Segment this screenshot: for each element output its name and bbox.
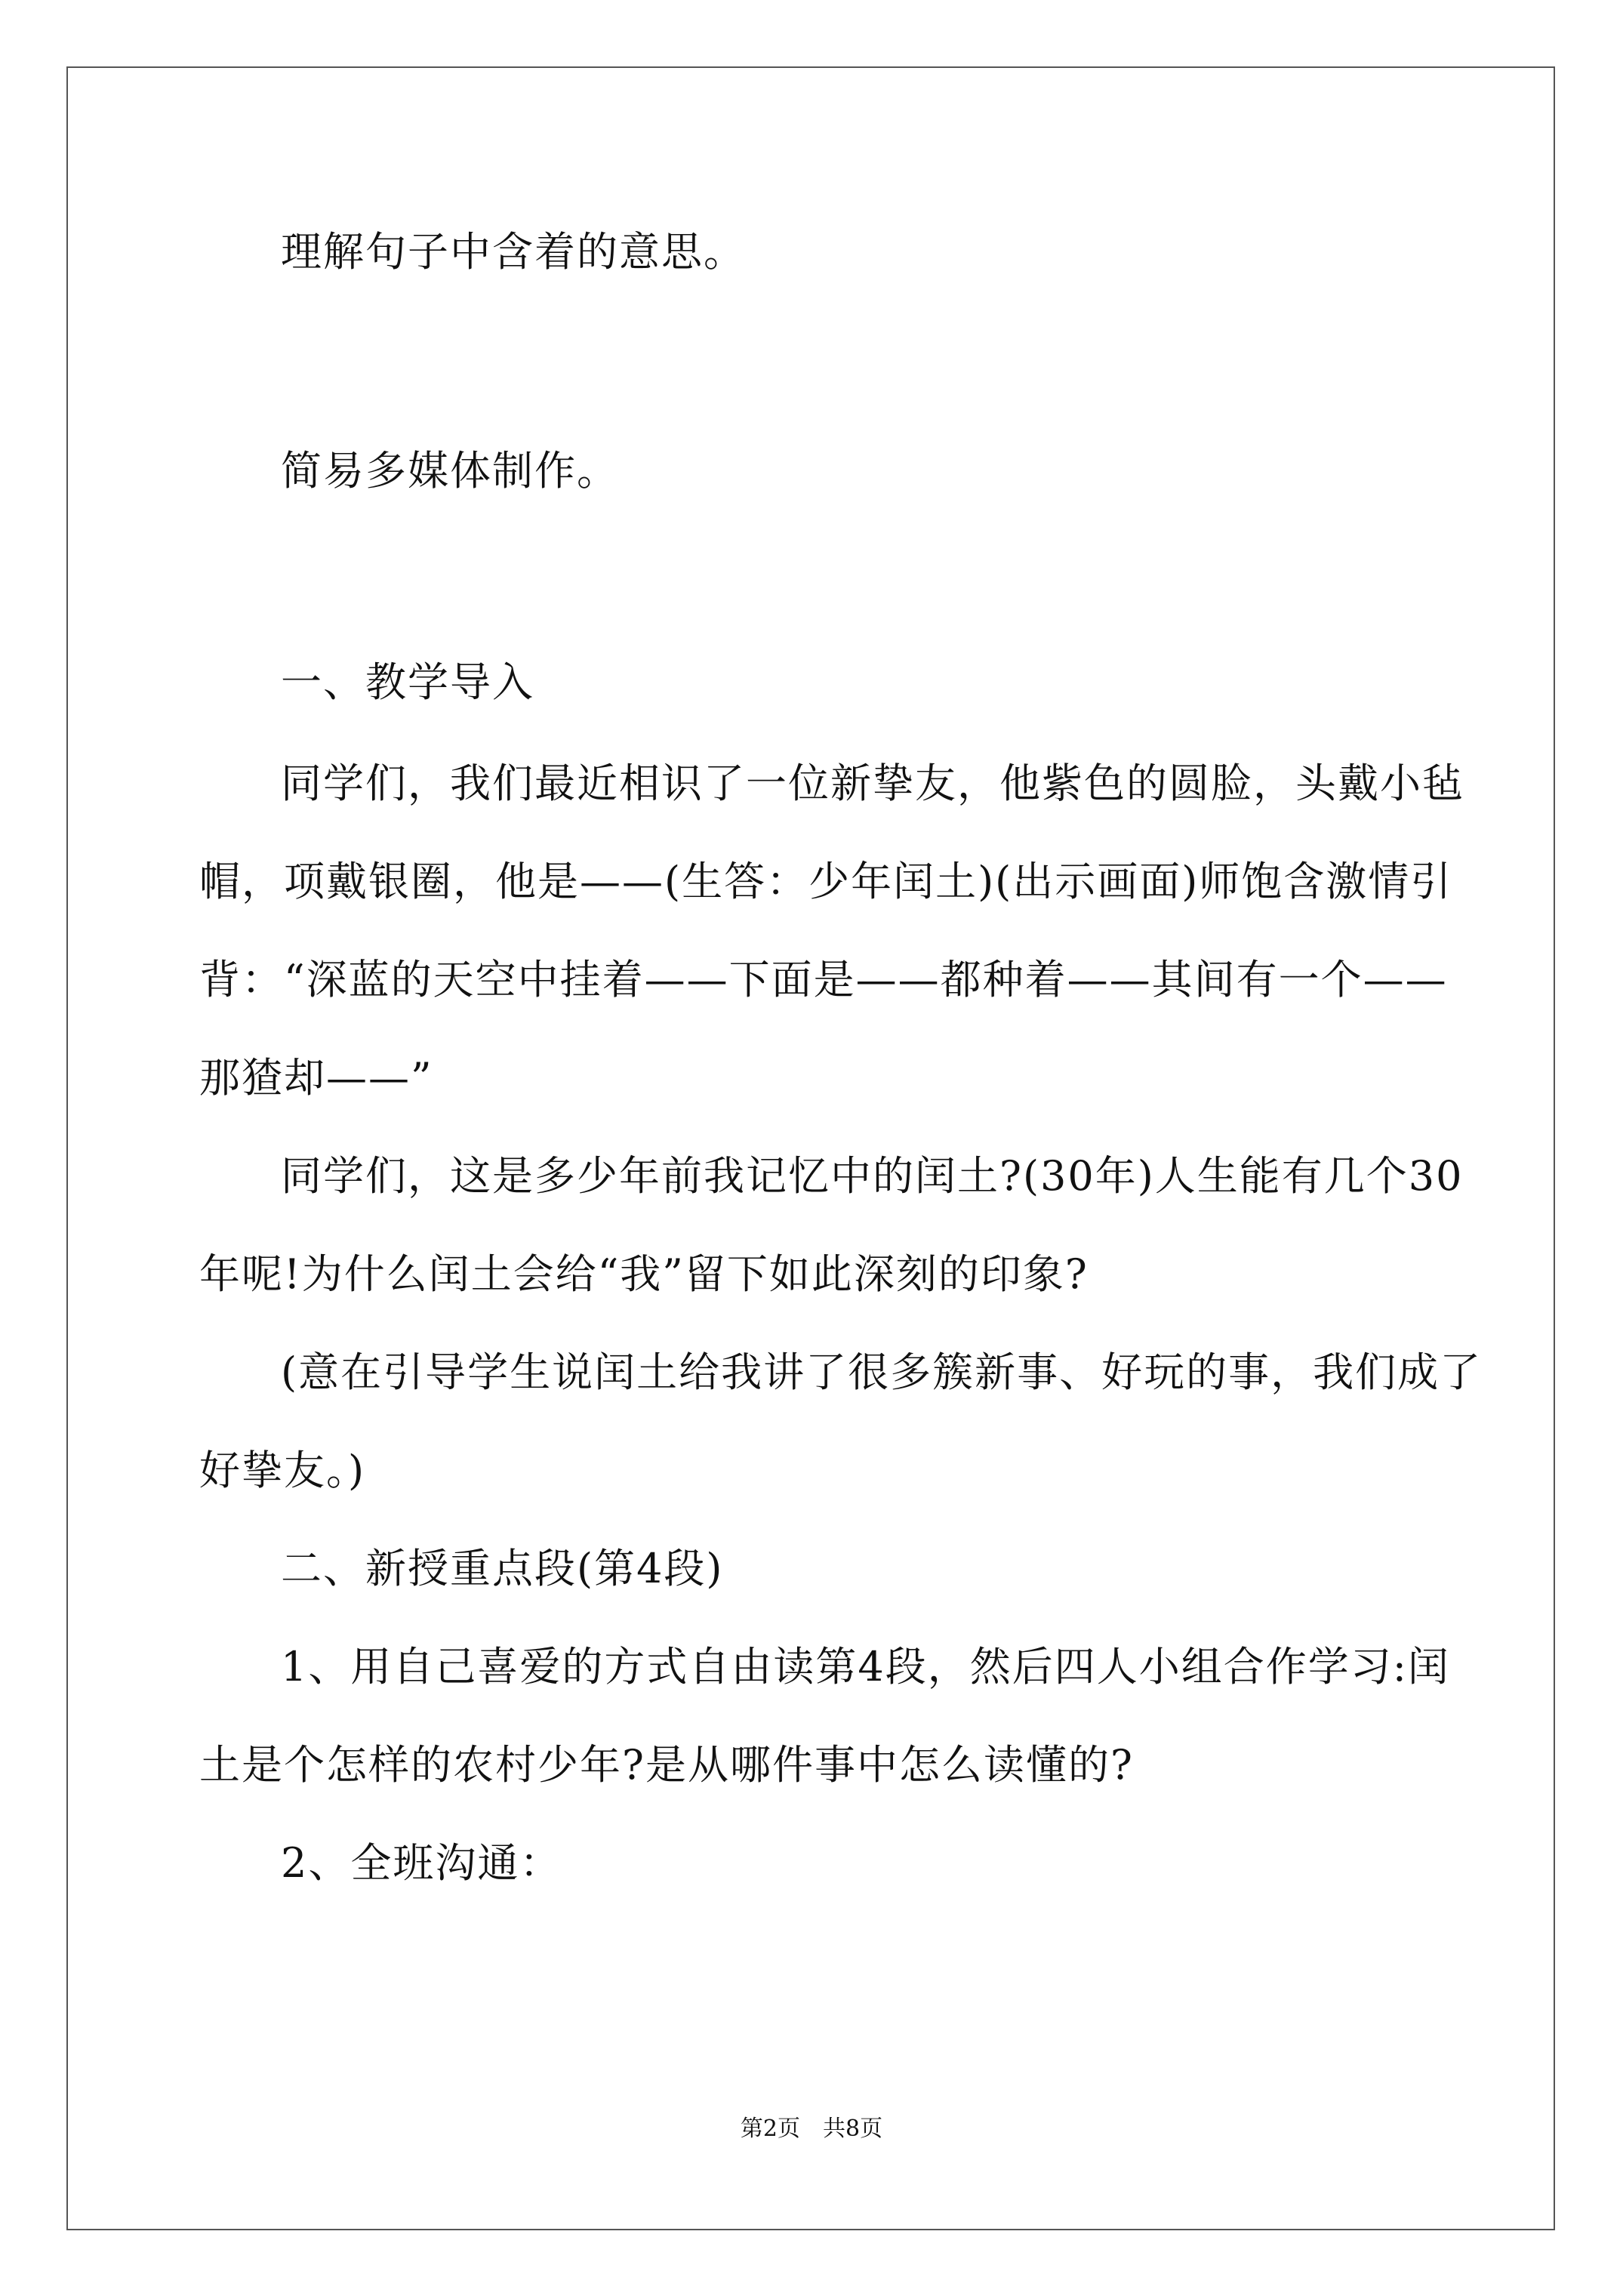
page-border xyxy=(66,66,1555,2230)
paragraph-line: 同学们，我们最近相识了一位新挚友，他紫色的圆脸，头戴小毡 xyxy=(281,760,1464,807)
paragraph-line: 好挚友。) xyxy=(199,1447,366,1494)
section-heading: 一、教学导入 xyxy=(281,658,534,706)
paragraph-line: 帽，项戴银圈，他是——(生答：少年闰土)(出示画面)师饱含激情引 xyxy=(199,858,1453,905)
paragraph-line: 年呢!为什么闰土会给“我”留下如此深刻的印象? xyxy=(199,1250,1089,1298)
paragraph-line: 背：“深蓝的天空中挂着——下面是——都种着——其间有一个—— xyxy=(199,956,1448,1003)
paragraph-line: 2、全班沟通： xyxy=(281,1839,562,1887)
paragraph-line: 同学们，这是多少年前我记忆中的闰土?(30年)人生能有几个30 xyxy=(281,1152,1464,1200)
paragraph-line: 简易多媒体制作。 xyxy=(281,447,619,495)
paragraph-line: (意在引导学生说闰土给我讲了很多簇新事、好玩的事，我们成了 xyxy=(281,1348,1483,1396)
paragraph-line: 理解句子中含着的意思。 xyxy=(281,228,746,276)
page-number-footer: 第2页 共8页 xyxy=(740,2116,883,2142)
paragraph-line: 土是个怎样的农村少年?是从哪件事中怎么读懂的? xyxy=(199,1741,1134,1789)
paragraph-line: 那猹却——” xyxy=(199,1054,433,1102)
section-heading: 二、新授重点段(第4段) xyxy=(281,1545,724,1592)
paragraph-line: 1、用自己喜爱的方式自由读第4段，然后四人小组合作学习:闰 xyxy=(281,1643,1450,1690)
